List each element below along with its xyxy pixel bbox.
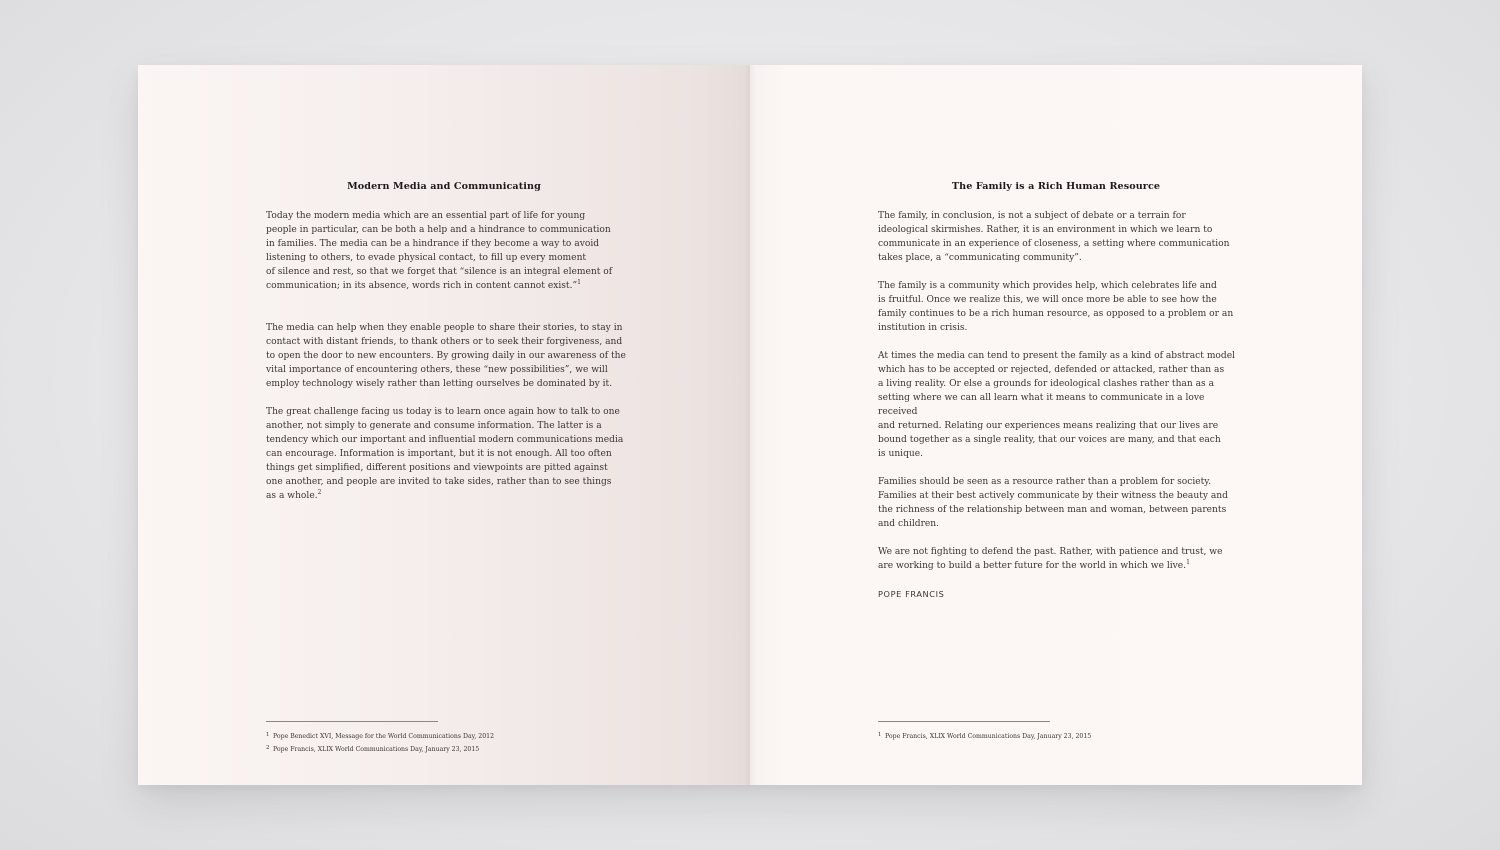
paragraph: The great challenge facing us today is to learn once again how to talk to one another, not simply to generate and consume information. The latter is a tendency which our important and influential modern communications media can encourage. Information is important, but it is not enough. All too often things get simplified, different positions and viewpoints are pitted against one another, and people are invited to take sides, rather than to see things as a whole.$^2$	[266, 407, 624, 501]
paragraph: Families should be seen as a resource rather than a problem for society. Families at their best actively communicate by their witness the beauty and the richness of the relationship between man and woman, between parents and children.	[878, 477, 1228, 529]
right-page-body	[878, 209, 1238, 601]
footnote: 1 Pope Francis, XLIX World Communications Day, January 23, 2015	[878, 732, 1092, 740]
right-page	[750, 65, 1362, 785]
paragraph: Today the modern media which are an essential part of life for young people in particular, can be both a help and a hindrance to communication in families. The media can be a hindrance if they become a way to avoid listening to others, to evade physical contact, to fill up every moment of silence and rest, so that we forget that “silence is an integral element of communication; in its absence, words rich in content cannot exist.”$^1$	[266, 211, 613, 291]
footnote-divider	[878, 721, 1050, 722]
footnote: 1 Pope Benedict XVI, Message for the World Communications Day, 2012	[266, 732, 495, 740]
paragraph: The family is a community which provides help, which celebrates life and is fruitful. Once we realize this, we will once more be able to see how the family continues to be a rich human resource, as opposed to a problem or an institution in crisis.	[878, 281, 1234, 333]
paragraph: We are not fighting to defend the past. Rather, with patience and trust, we are working to build a better future for the world in which we live.$^1$	[878, 547, 1223, 571]
left-page-body	[266, 209, 626, 503]
right-footnotes	[878, 730, 1278, 743]
paragraph: The media can help when they enable people to share their stories, to stay in contact with distant friends, to thank others or to seek their forgiveness, and to open the door to new encounters. By growing daily in our awareness of the vital importance of encountering others, these “new possibilities”, we will employ technology wisely rather than letting ourselves be dominated by it.	[266, 323, 626, 389]
footnote-divider	[266, 721, 438, 722]
left-page	[138, 65, 750, 785]
book-spread	[138, 65, 1362, 785]
paragraph: At times the media can tend to present the family as a kind of abstract model which has to be accepted or rejected, defended or attacked, rather than as a living reality. Or else a grounds for ideological clashes rather than as a setting where we can all learn what it means to communicate in a love received and returned. Relating our experiences means realizing that our lives are bound together as a single reality, that our voices are many, and that each is unique.	[878, 351, 1236, 459]
footnote-ref: 2	[317, 489, 322, 496]
right-page-title: The Family is a Rich Human Resource	[951, 181, 1161, 192]
left-footnotes	[266, 730, 666, 755]
paragraph: The family, in conclusion, is not a subject of debate or a terrain for ideological skirmishes. Rather, it is an environment in which we learn to communicate in an experience of closeness, a setting where communication takes place, a “communicating community”.	[878, 211, 1230, 263]
footnote-ref: 1	[1186, 559, 1190, 566]
signature: POPE FRANCIS	[878, 589, 945, 599]
left-page-title: Modern Media and Communicating	[347, 181, 541, 192]
footnote: 2 Pope Francis, XLIX World Communications Day, January 23, 2015	[266, 744, 480, 753]
footnote-ref: 1	[577, 279, 581, 286]
